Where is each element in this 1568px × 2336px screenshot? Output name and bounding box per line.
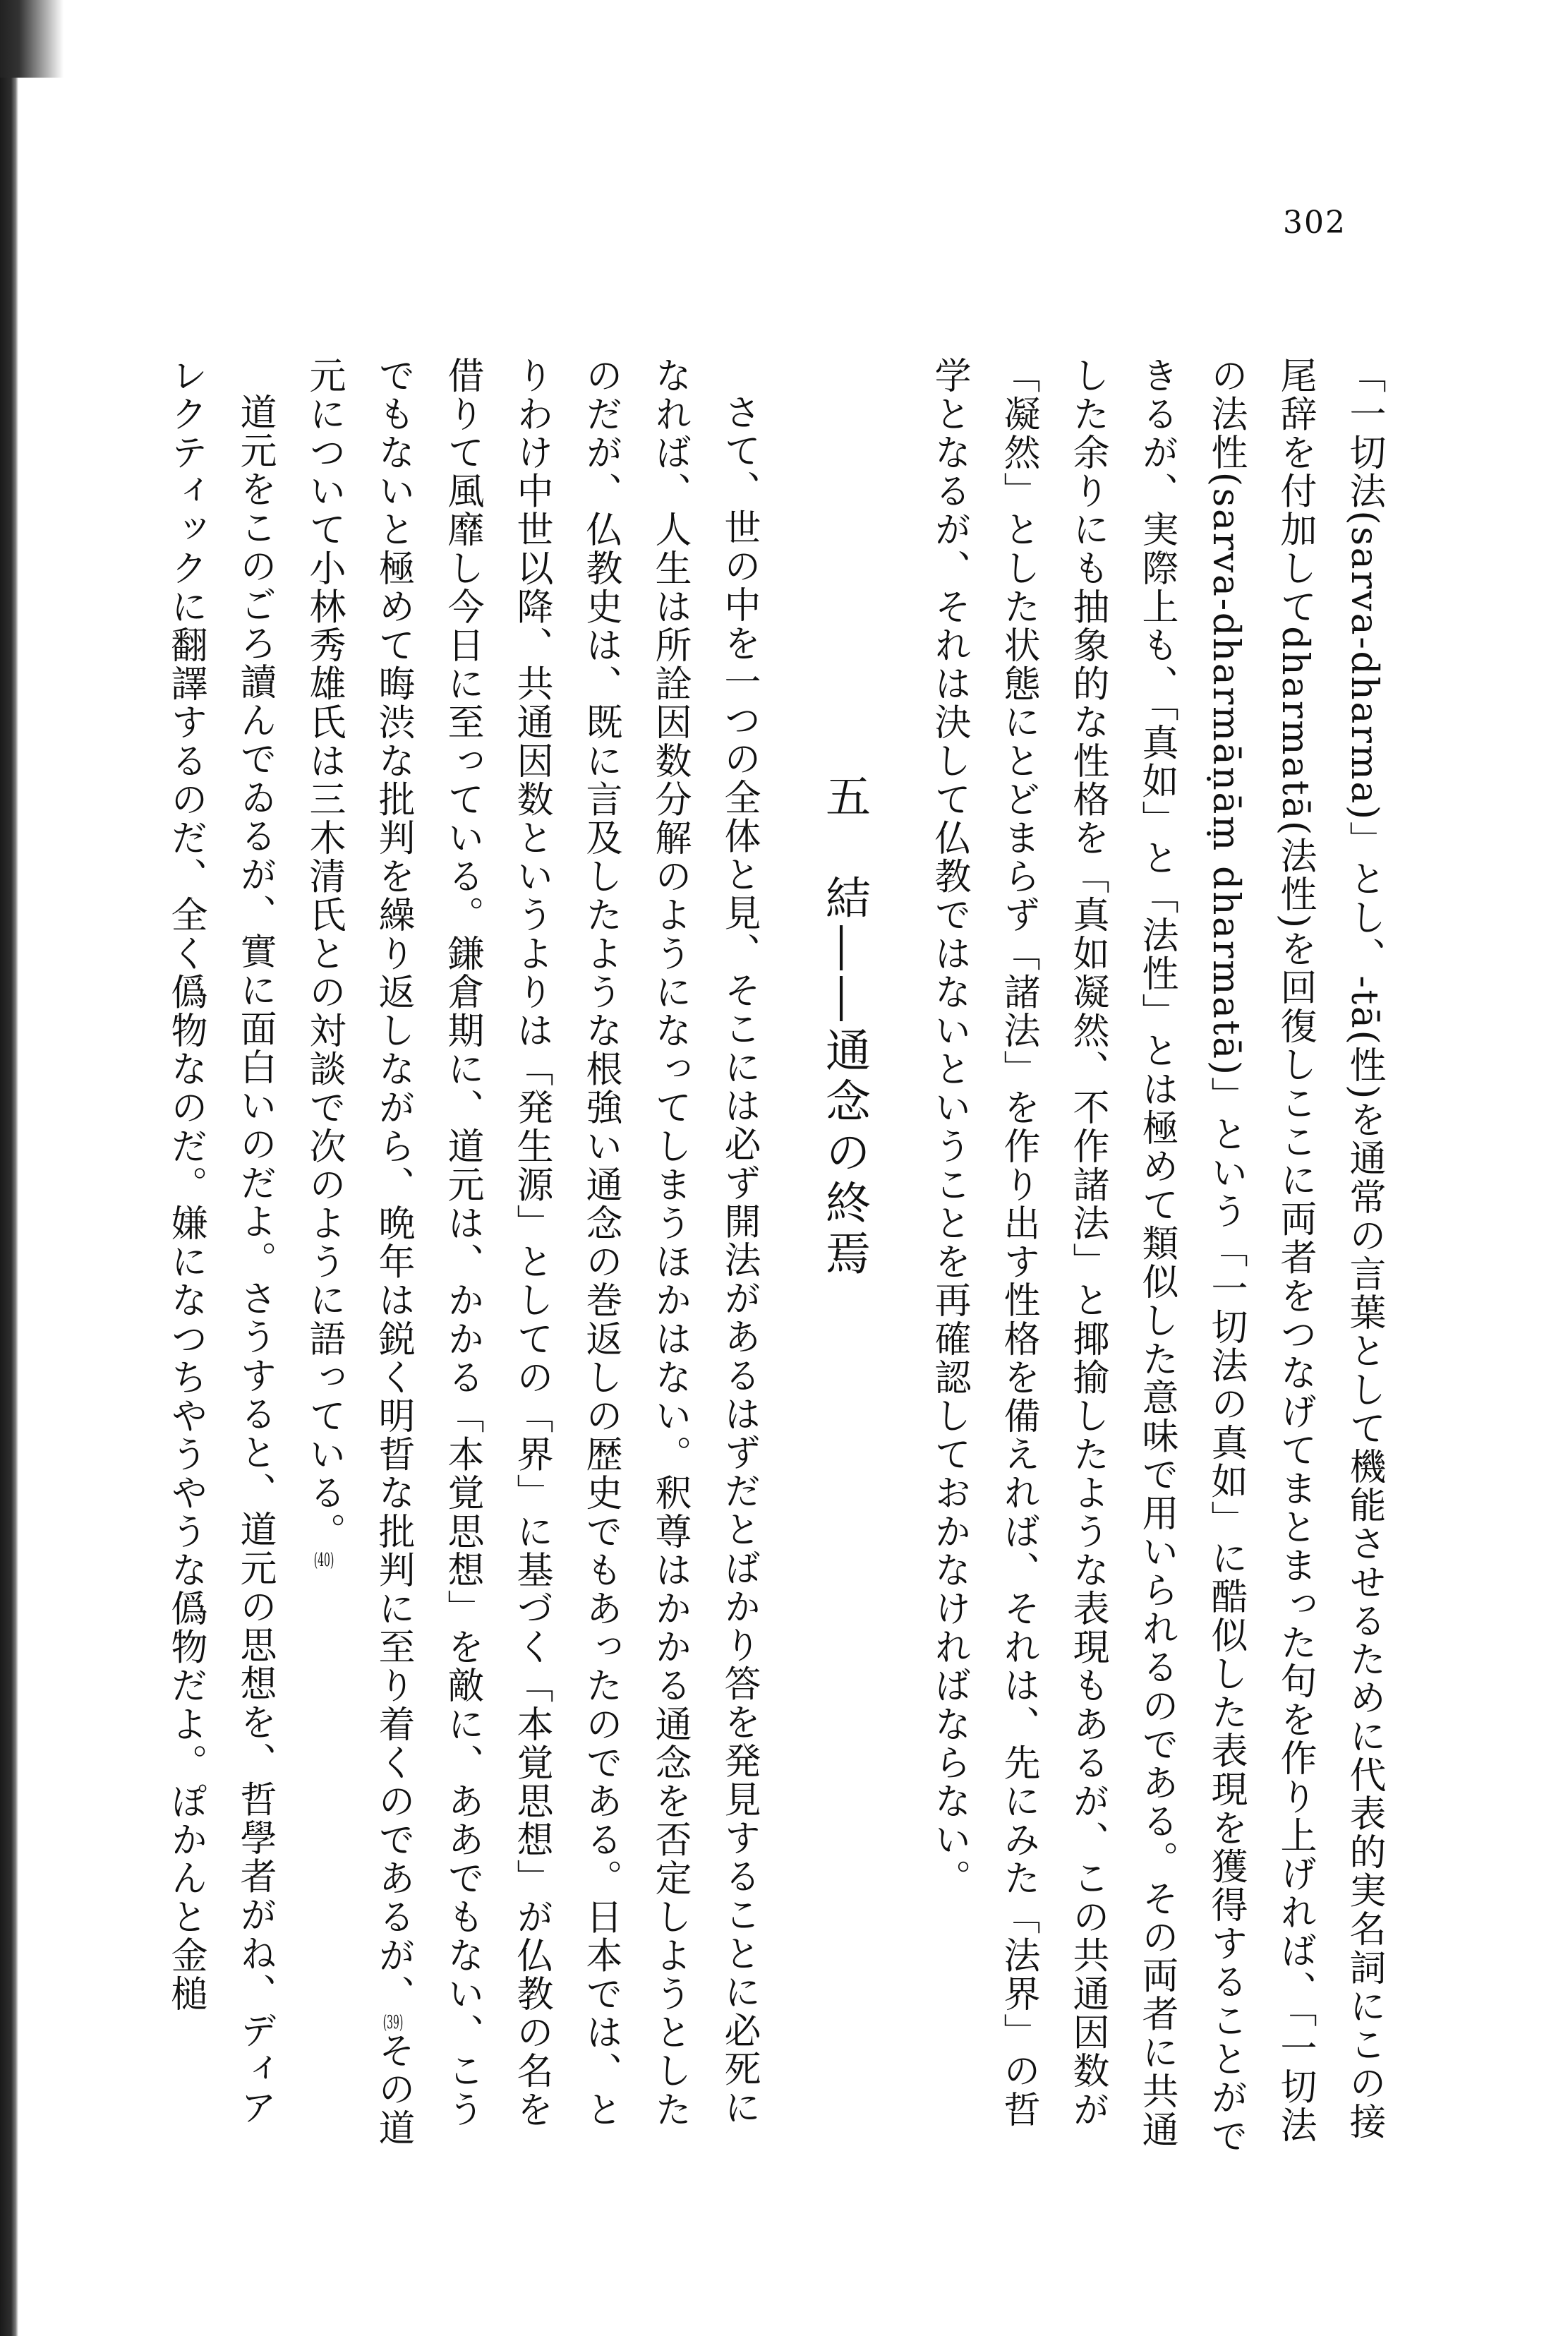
book-spine-corner-shadow <box>0 0 64 78</box>
paragraph-2-text-b: その道元について小林秀雄氏は三木清氏との対談で次のように語っている。 <box>303 356 414 2148</box>
page-number: 302 <box>1283 205 1346 241</box>
section-heading: 五 結――通念の終焉 <box>818 773 870 1281</box>
footnote-marker-39: (39) <box>382 2013 404 2032</box>
paragraph-2-text-a: さて、世の中を一つの全体と見、そこには必ず開法があるはずだとばかり答を発見することに必死になれば、人生は所詮因数分解のようになってしまうほかはない。釈尊はかかる通念を否定しようとしたのだが、仏教史は、既に言及したような根強い通念の巻返しの歴史でもあったのである。日本では、とりわけ中世以降、共通因数というよりは「発生源」としての「界」に基づく「本覚思想」が仏教の名を借りて風靡し今日に至っている。鎌倉期に、道元は、かかる「本覚思想」を敵に、ああでもない、こうでもないと極めて晦渋な批判を繰り返しながら、晩年は鋭く明晢な批判に至り着くのであるが、 <box>372 356 760 2129</box>
book-spine-shadow <box>0 0 18 2336</box>
footnote-marker-40: (40) <box>313 1551 334 1570</box>
body-text <box>151 356 1399 2163</box>
paragraph-2 <box>289 356 773 2163</box>
quotation-paragraph: 道元をこのごろ讀んでゐるが、實に面白いのだよ。さうすると、道元の思想を、哲學者がね、ディアレクティックに翻譯するのだ、全く僞物なのだ。嫌になつちやうやうな僞物だよ。ぽかんと金槌 <box>164 356 276 2127</box>
paragraph-1: 「一切法(sarva-dharma)」とし、-tā(性)を通常の言葉として機能させるために代表的実名詞にこの接尾辞を付加してdharmatā(法性)を回復しここに両者をつなげてまとまった句を作り上げれば、「一切法の法性(sarva-dharmāṇāṃ dharmatā)」という「一切法の真如」に酷似した表現を獲得することができるが、実際上も、「真如」と「法性」とは極めて類似した意味で用いられるのである。その両者に共通した余りにも抽象的な性格を「真如凝然、不作諸法」と揶揄したような表現もあるが、この共通因数が「凝然」とした状態にとどまらず「諸法」を作り出す性格を備えれば、それは、先にみた「法界」の哲学となるが、それは決して仏教ではないということを再確認しておかなければならない。 <box>928 356 1385 2156</box>
